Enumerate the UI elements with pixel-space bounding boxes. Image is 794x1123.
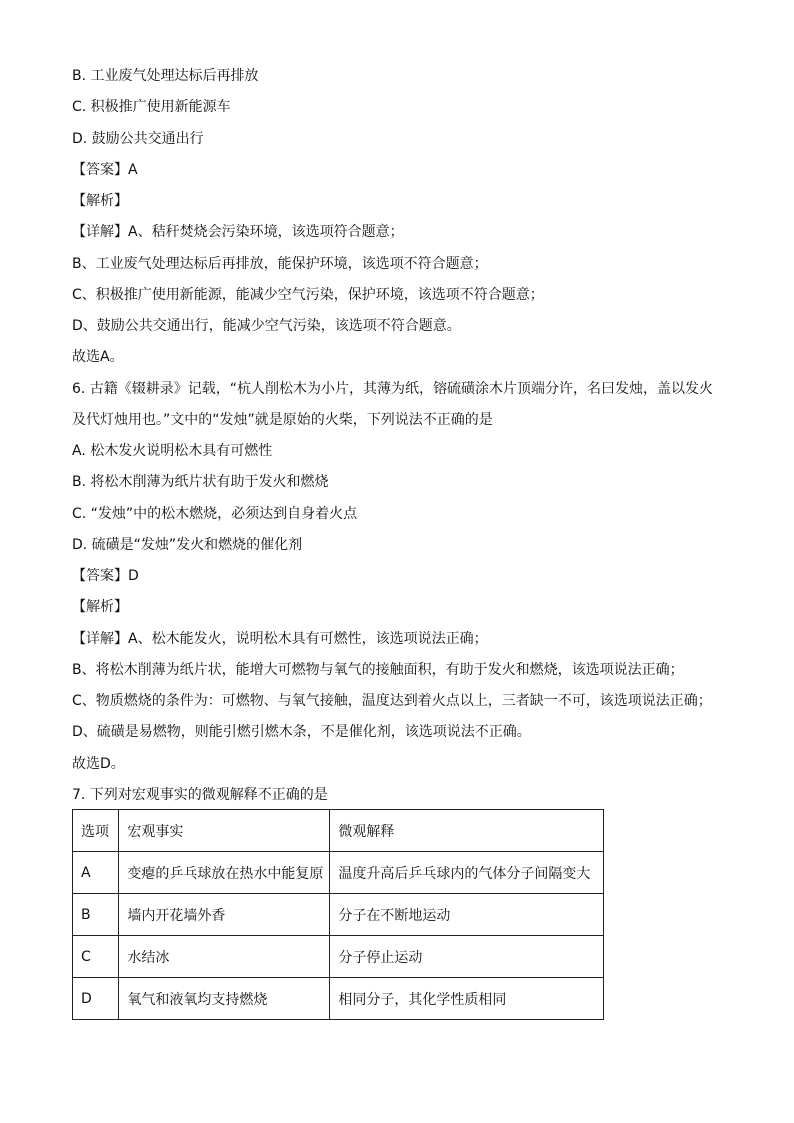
table-cell: 氧气和液氧均支持燃烧 [119, 978, 330, 1020]
question-6-stem-line1: 6. 古籍《辍耕录》记载，“杭人削松木为小片，其薄为纸，镕硫磺涂木片顶端分许，名曰发烛，盖以发火 [72, 381, 714, 397]
table-cell: 变瘪的乒乓球放在热水中能复原 [119, 852, 330, 894]
table-cell: B [73, 894, 119, 936]
option-b-q5: B. 工业废气处理达标后再排放 [72, 68, 259, 84]
table-header-cell: 选项 [73, 810, 119, 852]
table-row [73, 936, 604, 978]
option-c-q5: C. 积极推广使用新能源车 [72, 99, 231, 115]
explanation-d-q6: D、硫磺是易燃物，则能引燃引燃木条，不是催化剂，该选项说法不正确。 [72, 724, 531, 740]
option-d-q5: D. 鼓励公共交通出行 [72, 131, 204, 147]
table-cell: 墙内开花墙外香 [119, 894, 330, 936]
explanation-d-q5: D、鼓励公共交通出行，能减少空气污染，该选项不符合题意。 [72, 318, 461, 334]
question-6-stem-line2: 及代灯烛用也。”文中的“发烛”就是原始的火柴，下列说法不正确的是 [72, 412, 493, 428]
option-a-q6: A. 松木发火说明松木具有可燃性 [72, 443, 273, 459]
explanation-c-q6: C、物质燃烧的条件为：可燃物、与氧气接触，温度达到着火点以上，三者缺一不可，该选项说法正确； [72, 693, 712, 709]
table-header-row [73, 810, 604, 852]
option-d-q6: D. 硫磺是“发烛”发火和燃烧的催化剂 [72, 537, 303, 553]
table-cell: 相同分子，其化学性质相同 [330, 978, 604, 1020]
option-b-q6: B. 将松木削薄为纸片状有助于发火和燃烧 [72, 474, 329, 490]
option-c-q6: C. “发烛”中的松木燃烧，必须达到自身着火点 [72, 506, 358, 522]
analysis-heading-q6: 【解析】 [72, 599, 128, 615]
table-row [73, 978, 604, 1020]
table-cell: A [73, 852, 119, 894]
explanation-b-q5: B、工业废气处理达标后再排放，能保护环境，该选项不符合题意； [72, 256, 488, 272]
table-row [73, 894, 604, 936]
explanation-a-q6: 【详解】A、松木能发火，说明松木具有可燃性，该选项说法正确； [72, 631, 488, 647]
question-7-table [72, 809, 604, 1020]
answer-q5: 【答案】A [72, 162, 138, 178]
explanation-b-q6: B、将松木削薄为纸片状，能增大可燃物与氧气的接触面积，有助于发火和燃烧，该选项说法正确； [72, 662, 684, 678]
table-cell: 分子在不断地运动 [330, 894, 604, 936]
analysis-heading-q5: 【解析】 [72, 193, 128, 209]
answer-q6: 【答案】D [72, 568, 139, 584]
table-row [73, 852, 604, 894]
table-cell: 温度升高后乒乓球内的气体分子间隔变大 [330, 852, 604, 894]
table-cell: C [73, 936, 119, 978]
explanation-c-q5: C、积极推广使用新能源，能减少空气污染，保护环境，该选项不符合题意； [72, 287, 544, 303]
table-cell: 分子停止运动 [330, 936, 604, 978]
question-7-stem: 7. 下列对宏观事实的微观解释不正确的是 [72, 787, 328, 803]
explanation-a-q5: 【详解】A、秸秆焚烧会污染环境，该选项符合题意； [72, 224, 404, 240]
conclusion-q5: 故选A。 [72, 349, 124, 365]
table-cell: D [73, 978, 119, 1020]
table-cell: 水结冰 [119, 936, 330, 978]
table-header-cell: 微观解释 [330, 810, 604, 852]
conclusion-q6: 故选D。 [72, 756, 125, 772]
table-header-cell: 宏观事实 [119, 810, 330, 852]
